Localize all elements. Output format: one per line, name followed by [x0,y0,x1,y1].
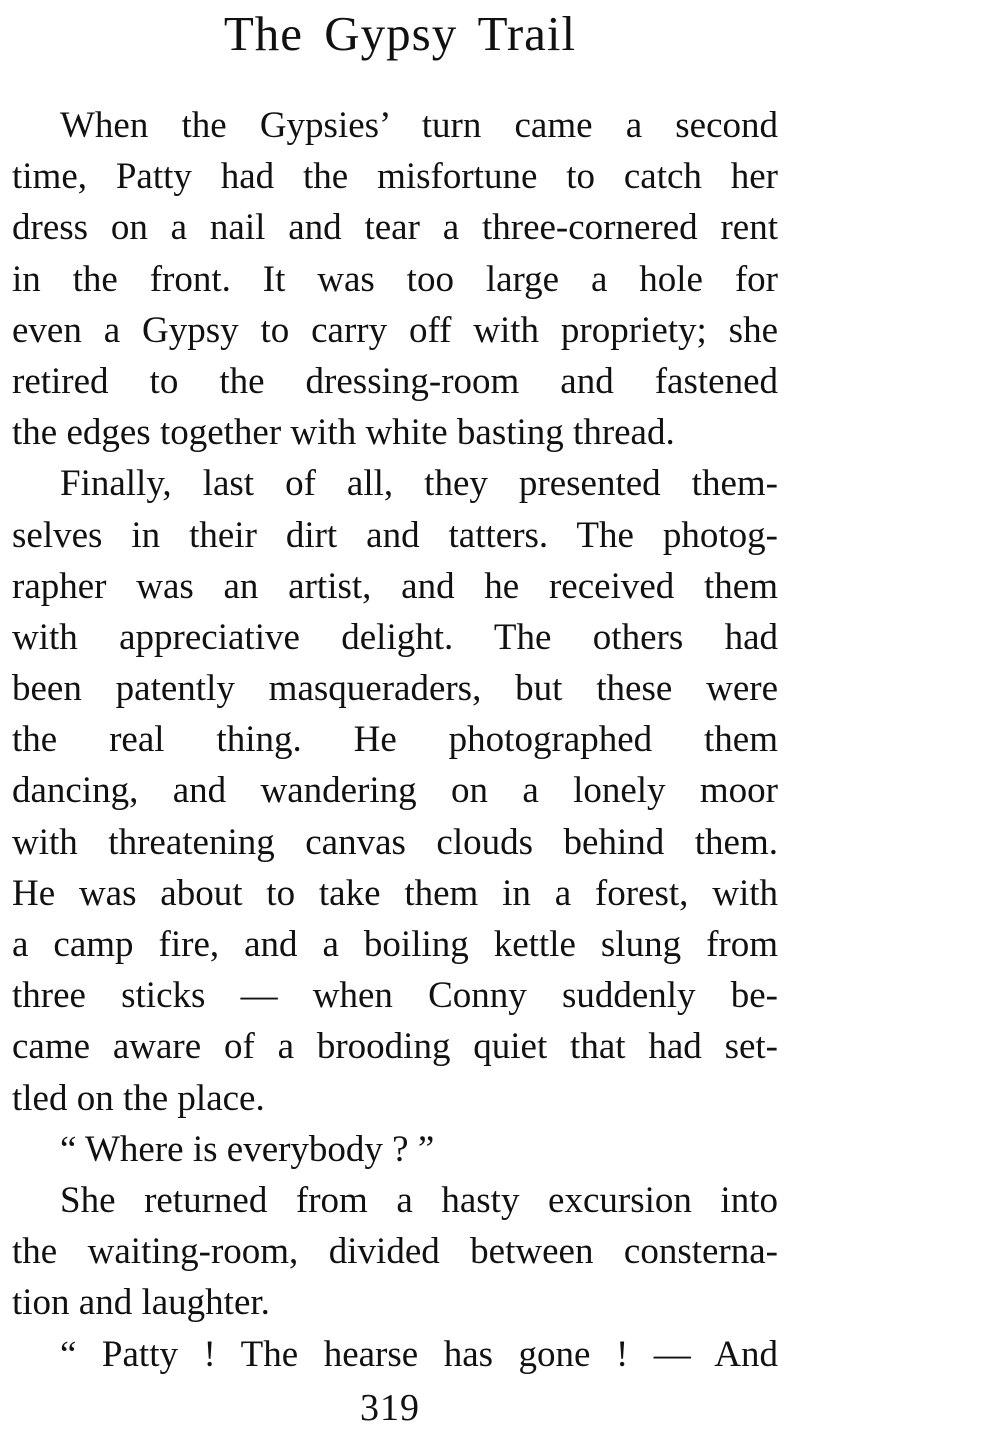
text-line: been patently masqueraders, but these were [12,668,778,710]
text-line: rapher was an artist, and he received them [12,565,778,607]
text-line: selves in their dirt and tatters. The photog- [12,514,778,556]
text-line: the waiting-room, divided between consterna- [12,1231,778,1273]
text-line: She returned from a hasty excursion into [60,1179,778,1221]
text-line: tled on the place. [12,1077,265,1119]
text-line: the edges together with white basting thread. [12,412,675,454]
text-line: came aware of a brooding quiet that had set- [12,1026,778,1068]
text-line: three sticks — when Conny suddenly be- [12,975,778,1017]
text-line: with threatening canvas clouds behind them. [12,821,778,863]
text-line: tion and laughter. [12,1282,270,1324]
text-line: dancing, and wandering on a lonely moor [12,770,778,812]
text-line: time, Patty had the misfortune to catch her [12,156,778,198]
text-line: in the front. It was too large a hole for [12,258,778,300]
text-line: “ Patty ! The hearse has gone ! — And [60,1333,778,1375]
text-line: even a Gypsy to carry off with propriety; she [12,309,778,351]
body-text [12,100,778,1380]
running-head: The Gypsy Trail [223,6,577,61]
text-line: “ Where is everybody ? ” [60,1128,435,1170]
text-line: He was about to take them in a forest, with [12,872,778,914]
text-line: When the Gypsies’ turn came a second [60,105,778,146]
text-line: a camp fire, and a boiling kettle slung from [12,924,778,965]
text-line: dress on a nail and tear a three-cornered rent [12,207,778,249]
text-line: retired to the dressing-room and fastened [12,360,778,402]
page-number: 319 [360,1387,420,1429]
text-line: the real thing. He photographed them [12,719,778,761]
text-line: with appreciative delight. The others had [12,616,778,658]
text-line: Finally, last of all, they presented them- [60,463,778,505]
